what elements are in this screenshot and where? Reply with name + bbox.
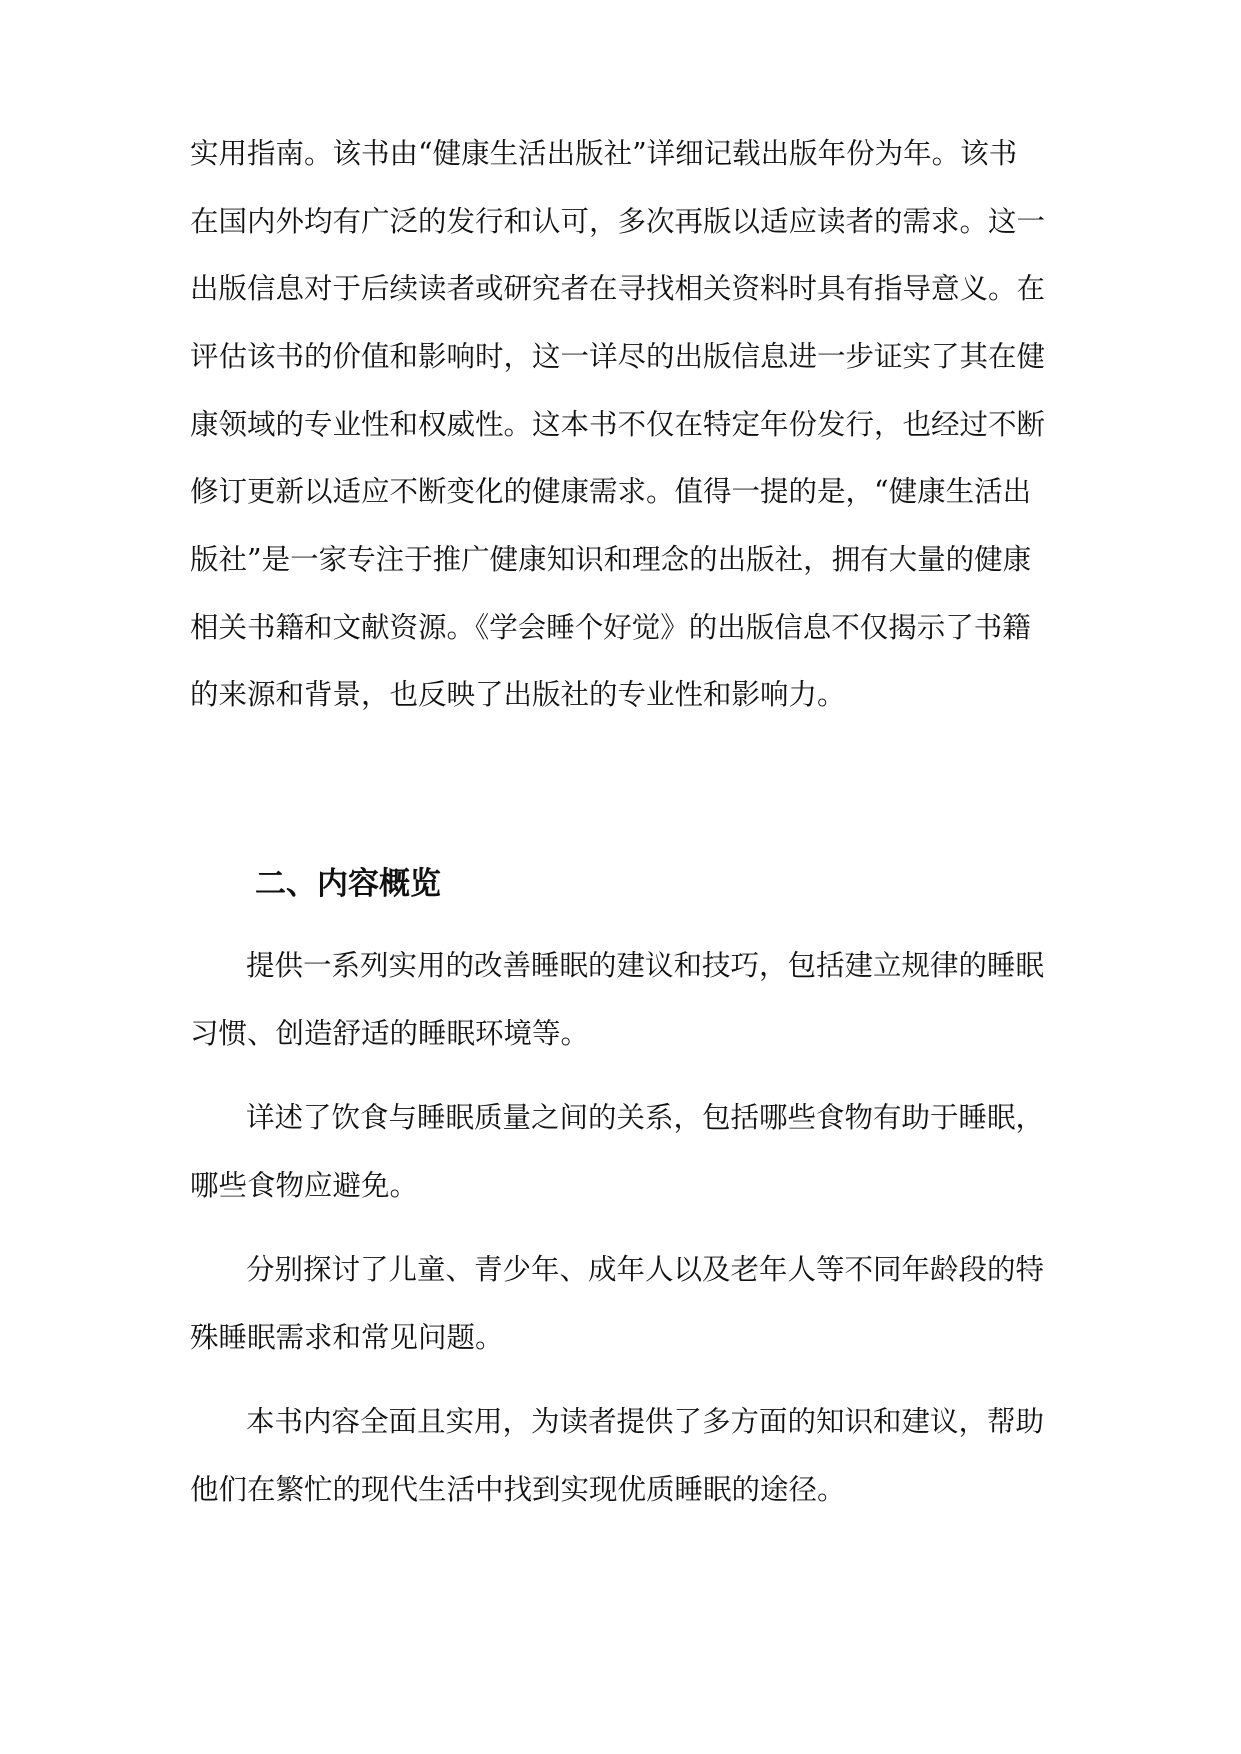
text-line: 习惯、创造舒适的睡眠环境等。 [190, 1017, 590, 1050]
text-line: 他们在繁忙的现代生活中找到实现优质睡眠的途径。 [190, 1473, 846, 1506]
text-line: 分别探讨了儿童、青少年、成年人以及老年人等不同年龄段的特 [246, 1253, 1045, 1286]
text-line: 实用指南。该书由“健康生活出版社”详细记载出版年份为年。该书 [190, 137, 1018, 170]
text-line: 殊睡眠需求和常见问题。 [190, 1321, 504, 1354]
text-line: 评估该书的价值和影响时，这一详尽的出版信息进一步证实了其在健 [190, 340, 1046, 373]
text-line: 在国内外均有广泛的发行和认可，多次再版以适应读者的需求。这一 [190, 205, 1046, 238]
text-line: 哪些食物应避免。 [190, 1169, 419, 1202]
text-line: 版社”是一家专注于推广健康知识和理念的出版社，拥有大量的健康 [190, 543, 1032, 576]
text-line: 出版信息对于后续读者或研究者在寻找相关资料时具有指导意义。在 [190, 272, 1046, 305]
text-line: 详述了饮食与睡眠质量之间的关系，包括哪些食物有助于睡眠， [246, 1101, 1045, 1134]
section-heading: 二、内容概览 [255, 866, 441, 902]
text-line: 相关书籍和文献资源。《学会睡个好觉》的出版信息不仅揭示了书籍 [190, 611, 1031, 644]
text-line: 修订更新以适应不断变化的健康需求。值得一提的是，“健康生活出 [190, 475, 1032, 508]
text-line: 提供一系列实用的改善睡眠的建议和技巧，包括建立规律的睡眠 [246, 949, 1045, 982]
text-line: 康领域的专业性和权威性。这本书不仅在特定年份发行，也经过不断 [190, 408, 1046, 441]
text-line: 的来源和背景，也反映了出版社的专业性和影响力。 [190, 678, 846, 711]
text-line: 本书内容全面且实用，为读者提供了多方面的知识和建议，帮助 [246, 1405, 1045, 1438]
